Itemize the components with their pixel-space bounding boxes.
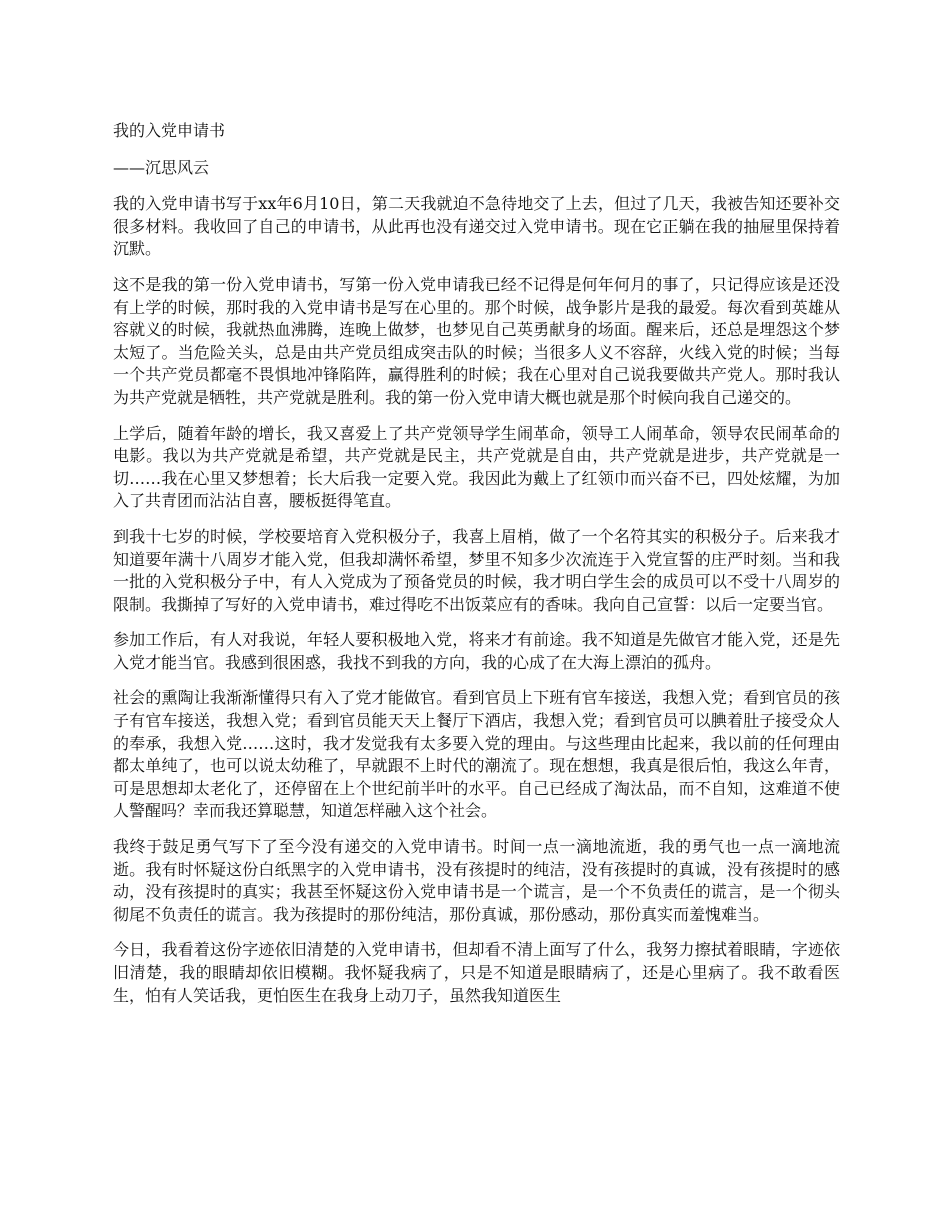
document-author: ——沉思风云: [113, 157, 210, 177]
paragraph-2: 这不是我的第一份入党申请书，写第一份入党申请我已经不记得是何年何月的事了，只记得应该是还没有上学的时候，那时我的入党申请书是写在心里的。那个时候，战争影片是我的最爱。每次看到英雄从容就义的时候，我就热血沸腾，连晚上做梦，也梦见自己英勇献身的场面。醒来后，还总是埋怨这个梦太短了。当危险关头，总是由共产党员组成突击队的时候；当很多人义不容辞，火线入党的时候；当每一个共产党员都毫不畏惧地冲锋陷阵，赢得胜利的时候；我在心里对自己说我要做共产党人。那时我认为共产党就是牺牲，共产党就是胜利。我的第一份入党申请大概也就是那个时候向我自己递交的。: [113, 274, 840, 407]
paragraph-6: 社会的熏陶让我渐渐懂得只有入了党才能做官。看到官员上下班有官车接送，我想入党；看到官员的孩子有官车接送，我想入党；看到官员能天天上餐厅下酒店，我想入党；看到官员可以腆着肚子接受众人的奉承，我想入党……这时，我才发觉我有太多要入党的理由。与这些理由比起来，我以前的任何理由都太单纯了，也可以说太幼稚了，早就跟不上时代的潮流了。现在想想，我真是很后怕，我这么年青，可是思想却太老化了，还停留在上个世纪前半叶的水平。自己已经成了淘汰品，而不自知，这难道不使人警醒吗？幸而我还算聪慧，知道怎样融入这个社会。: [113, 688, 840, 821]
document-title: 我的入党申请书: [113, 121, 226, 140]
paragraph-8: 今日，我看着这份字迹依旧清楚的入党申请书，但却看不清上面写了什么，我努力擦拭着眼睛，字迹依旧清楚，我的眼睛却依旧模糊。我怀疑我病了，只是不知道是眼睛病了，还是心里病了。我不敢看医生，怕有人笑话我，更怕医生在我身上动刀子，虽然我知道医生: [113, 940, 840, 1005]
paragraph-4: 到我十七岁的时候，学校要培育入党积极分子，我喜上眉梢，做了一个名符其实的积极分子。后来我才知道要年满十八周岁才能入党，但我却满怀希望，梦里不知多少次流连于入党宣誓的庄严时刻。当和我一批的入党积极分子中，有人入党成为了预备党员的时候，我才明白学生会的成员可以不受十八周岁的限制。我撕掉了写好的入党申请书，难过得吃不出饭菜应有的香味。我向自己宣誓：以后一定要当官。: [113, 526, 840, 614]
paragraph-7: 我终于鼓足勇气写下了至今没有递交的入党申请书。时间一点一滴地流逝，我的勇气也一点一滴地流逝。我有时怀疑这份白纸黑字的入党申请书，没有孩提时的纯洁，没有孩提时的真诚，没有孩提时的感动，没有孩提时的真实；我甚至怀疑这份入党申请书是一个谎言，是一个不负责任的谎言，是一个彻头彻尾不负责任的谎言。我为孩提时的那份纯洁，那份真诚，那份感动，那份真实而羞愧难当。: [113, 837, 840, 924]
paragraph-3: 上学后，随着年龄的增长，我又喜爱上了共产党领导学生闹革命，领导工人闹革命，领导农民闹革命的电影。我以为共产党就是希望，共产党就是民主，共产党就是自由，共产党就是进步，共产党就是一切……我在心里又梦想着；长大后我一定要入党。我因此为戴上了红领巾而兴奋不已，四处炫耀，为加入了共青团而沾沾自喜，腰板挺得笔直。: [113, 423, 840, 511]
paragraph-5: 参加工作后，有人对我说，年轻人要积极地入党，将来才有前途。我不知道是先做官才能入党，还是先入党才能当官。我感到很困惑，我找不到我的方向，我的心成了在大海上漂泊的孤舟。: [113, 630, 840, 672]
document-page: [113, 120, 840, 1020]
paragraph-1: 我的入党申请书写于xx年6月10日，第二天我就迫不急待地交了上去，但过了几天，我被告知还要补交很多材料。我收回了自己的申请书，从此再也没有递交过入党申请书。现在它正躺在我的抽屉里保持着沉默。: [113, 194, 840, 259]
